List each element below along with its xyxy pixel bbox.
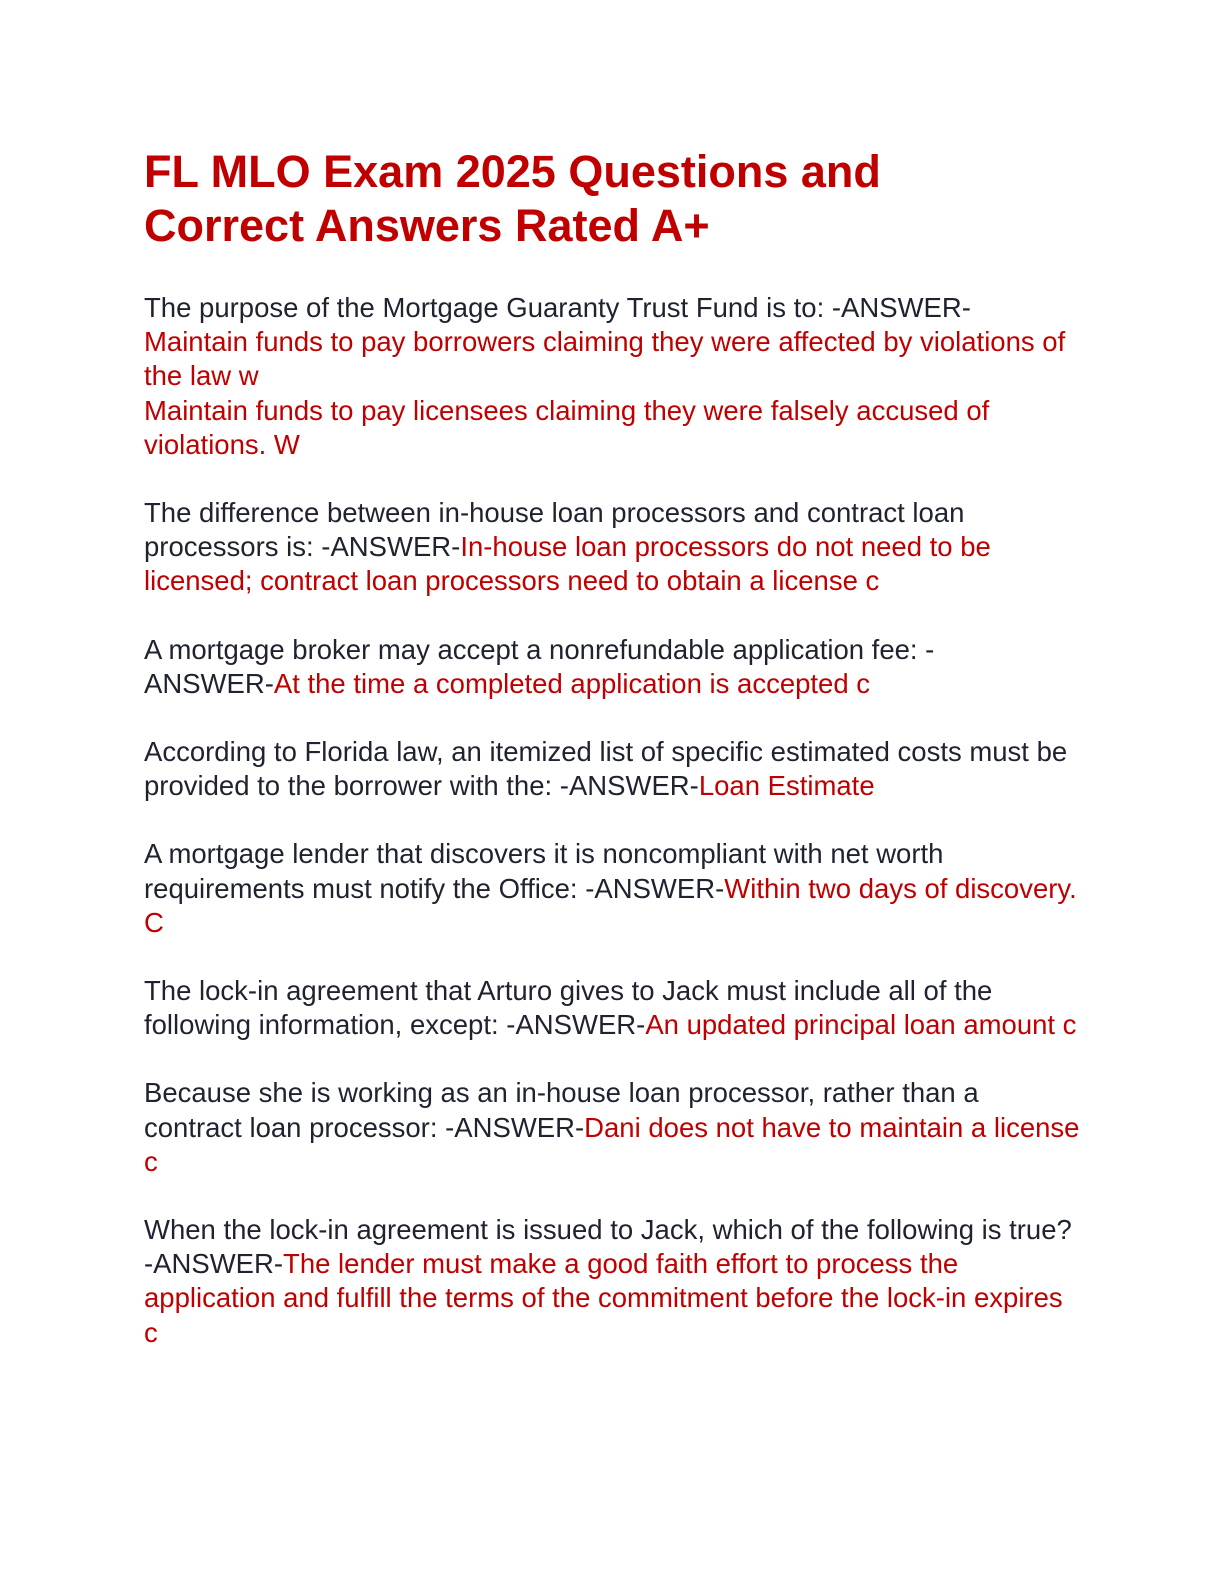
question-text: A mortgage lender that discovers it is noncompliant with net worth requirements must notify the Office: — [144, 838, 944, 904]
answer-marker: -ANSWER- — [559, 770, 699, 802]
answer-text: An updated principal loan amount c — [645, 1009, 1077, 1041]
answer-text: At the time a completed application is accepted c — [273, 667, 871, 699]
document-title — [144, 145, 1084, 253]
answer-text: In-house loan processors do not need to be licensed; contract loan processors need to obtain a license c — [144, 531, 991, 597]
answer-text: Loan Estimate — [698, 770, 875, 802]
answer-marker: -ANSWER- — [144, 1248, 284, 1280]
answer-marker: -ANSWER- — [585, 872, 725, 904]
question-text: The difference between in-house loan processors and contract loan processors is: — [144, 497, 965, 563]
question-text: According to Florida law, an itemized list of specific estimated costs must be provided to the borrower with the: — [144, 736, 1068, 802]
question-text: The purpose of the Mortgage Guaranty Trust Fund is to: — [144, 292, 825, 323]
answer-text: Dani does not have to maintain a license c — [144, 1111, 1080, 1177]
qa-item-4 — [144, 735, 1084, 803]
answer-marker: -ANSWER- — [321, 531, 461, 563]
answer-text-1: Maintain funds to pay borrowers claiming they were affected by violations of the law w — [144, 326, 1066, 392]
answer-marker: ANSWER- — [144, 667, 274, 699]
answer-marker: -ANSWER- — [831, 292, 971, 323]
question-text: Because she is working as an in-house loan processor, rather than a contract loan processor: — [144, 1077, 979, 1143]
answer-text: The lender must make a good faith effort to process the application and fulfill the terms of the commitment before the lock-in expires c — [144, 1248, 1063, 1348]
qa-item-7 — [144, 1076, 1084, 1179]
qa-item-5 — [144, 837, 1084, 940]
answer-marker: -ANSWER- — [445, 1111, 585, 1143]
qa-item-2 — [144, 496, 1084, 599]
qa-item-3 — [144, 633, 1084, 701]
answer-marker: -ANSWER- — [506, 1009, 646, 1041]
qa-item-8 — [144, 1213, 1084, 1350]
question-text: When the lock-in agreement is issued to Jack, which of the following is true? — [144, 1214, 1072, 1246]
answer-text-2: Maintain funds to pay licensees claiming they were falsely accused of violations. W — [144, 394, 990, 460]
document-page — [144, 145, 1084, 1384]
qa-item-1 — [144, 291, 1084, 462]
question-text: The lock-in agreement that Arturo gives to Jack must include all of the following information, except: — [144, 975, 993, 1041]
question-text: A mortgage broker may accept a nonrefundable application fee: - — [144, 633, 935, 665]
document-title-line-2: Correct Answers Rated A+ — [144, 200, 710, 251]
answer-text: Within two days of discovery. C — [144, 872, 1077, 938]
qa-list — [144, 291, 1084, 1350]
qa-item-6 — [144, 974, 1084, 1042]
document-title-line-1: FL MLO Exam 2025 Questions and — [144, 146, 881, 197]
